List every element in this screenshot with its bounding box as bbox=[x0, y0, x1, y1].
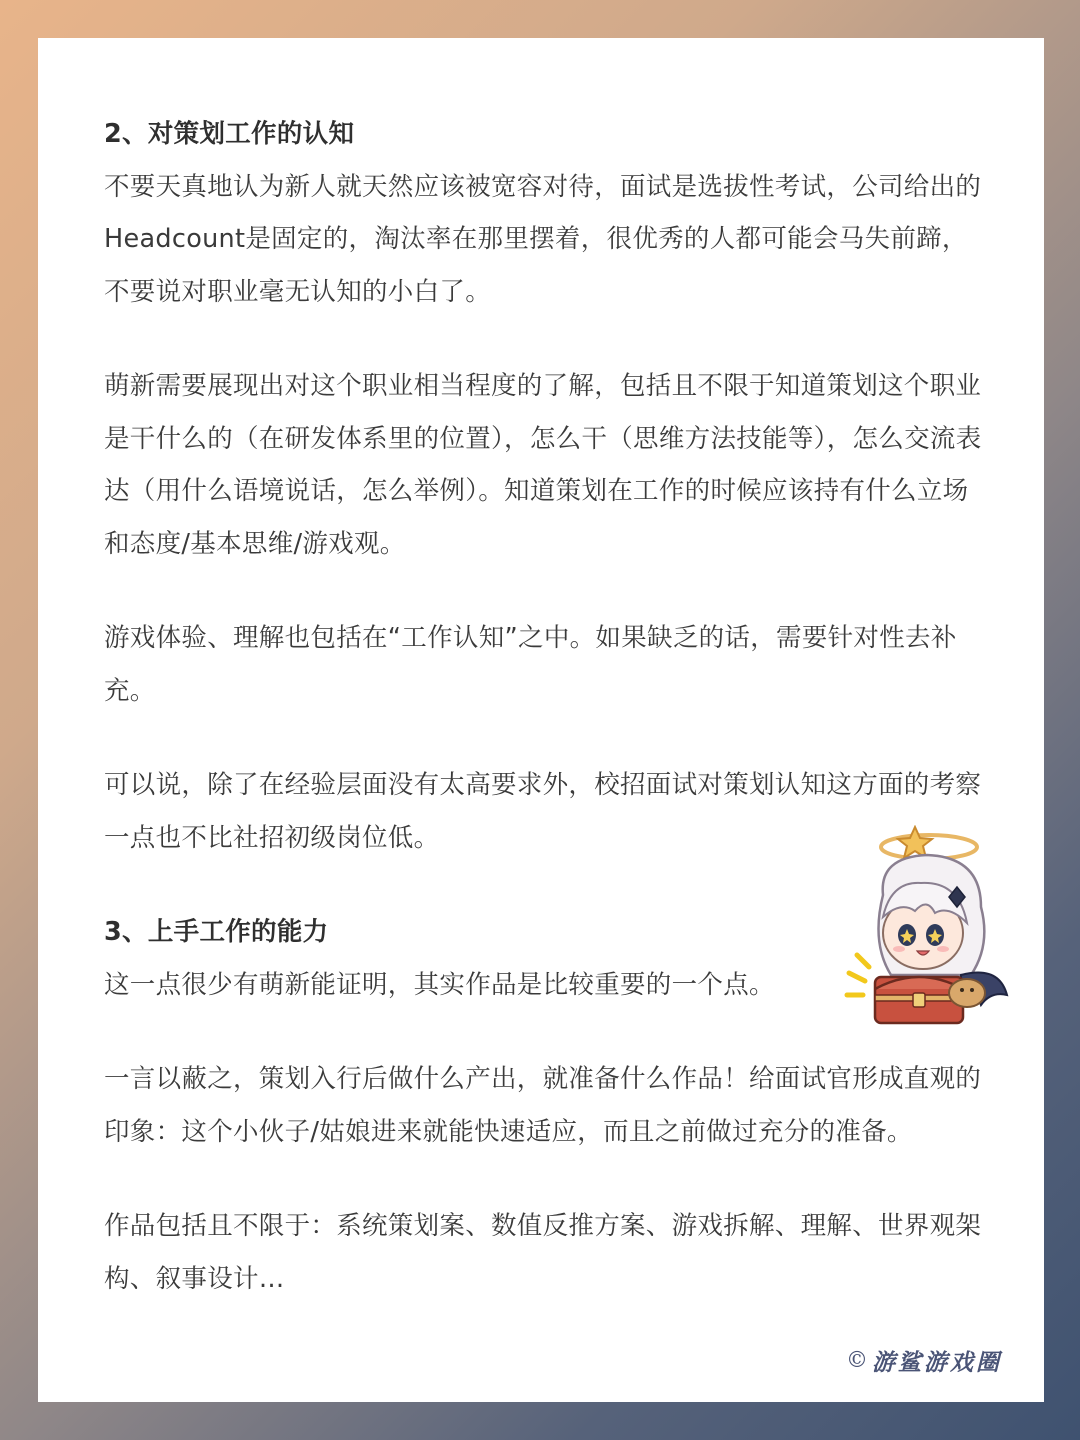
section-3-heading: 3、上手工作的能力 bbox=[104, 917, 329, 947]
copyright-icon: © bbox=[846, 1348, 868, 1373]
section-2-paragraph-3: 游戏体验、理解也包括在“工作认知”之中。如果缺乏的话，需要针对性去补充。 bbox=[104, 623, 957, 706]
section-3-paragraph-3: 作品包括且不限于：系统策划案、数值反推方案、游戏拆解、理解、世界观架构、叙事设计… bbox=[104, 1211, 982, 1294]
brand-watermark bbox=[846, 1344, 1002, 1377]
section-3-paragraph-1: 这一点很少有萌新能证明，其实作品是比较重要的一个点。 bbox=[104, 969, 775, 1000]
section-2-paragraph-1: 不要天真地认为新人就天然应该被宽容对待，面试是选拔性考试，公司给出的Headcount是固定的，淘汰率在那里摆着，很优秀的人都可能会马失前蹄，不要说对职业毫无认知的小白了。 bbox=[104, 171, 982, 307]
section-2-paragraph-2: 萌新需要展现出对这个职业相当程度的了解，包括且不限于知道策划这个职业是干什么的（在研发体系里的位置），怎么干（思维方法技能等），怎么交流表达（用什么语境说话，怎么举例）。知道策划在工作的时候应该持有什么立场和态度/基本思维/游戏观。 bbox=[104, 371, 982, 559]
section-2-paragraph-4: 可以说，除了在经验层面没有太高要求外，校招面试对策划认知这方面的考察一点也不比社招初级岗位低。 bbox=[104, 770, 982, 853]
section-3-paragraph-2: 一言以蔽之，策划入行后做什么产出，就准备什么作品！给面试官形成直观的印象：这个小伙子/姑娘进来就能快速适应，而且之前做过充分的准备。 bbox=[104, 1064, 982, 1147]
content-card bbox=[38, 38, 1044, 1402]
section-2-heading: 2、对策划工作的认知 bbox=[104, 119, 355, 149]
chibi-mascot-icon bbox=[831, 825, 1013, 1027]
brand-name: 游鲨游戏圈 bbox=[872, 1349, 1002, 1376]
article-body bbox=[104, 108, 984, 1305]
